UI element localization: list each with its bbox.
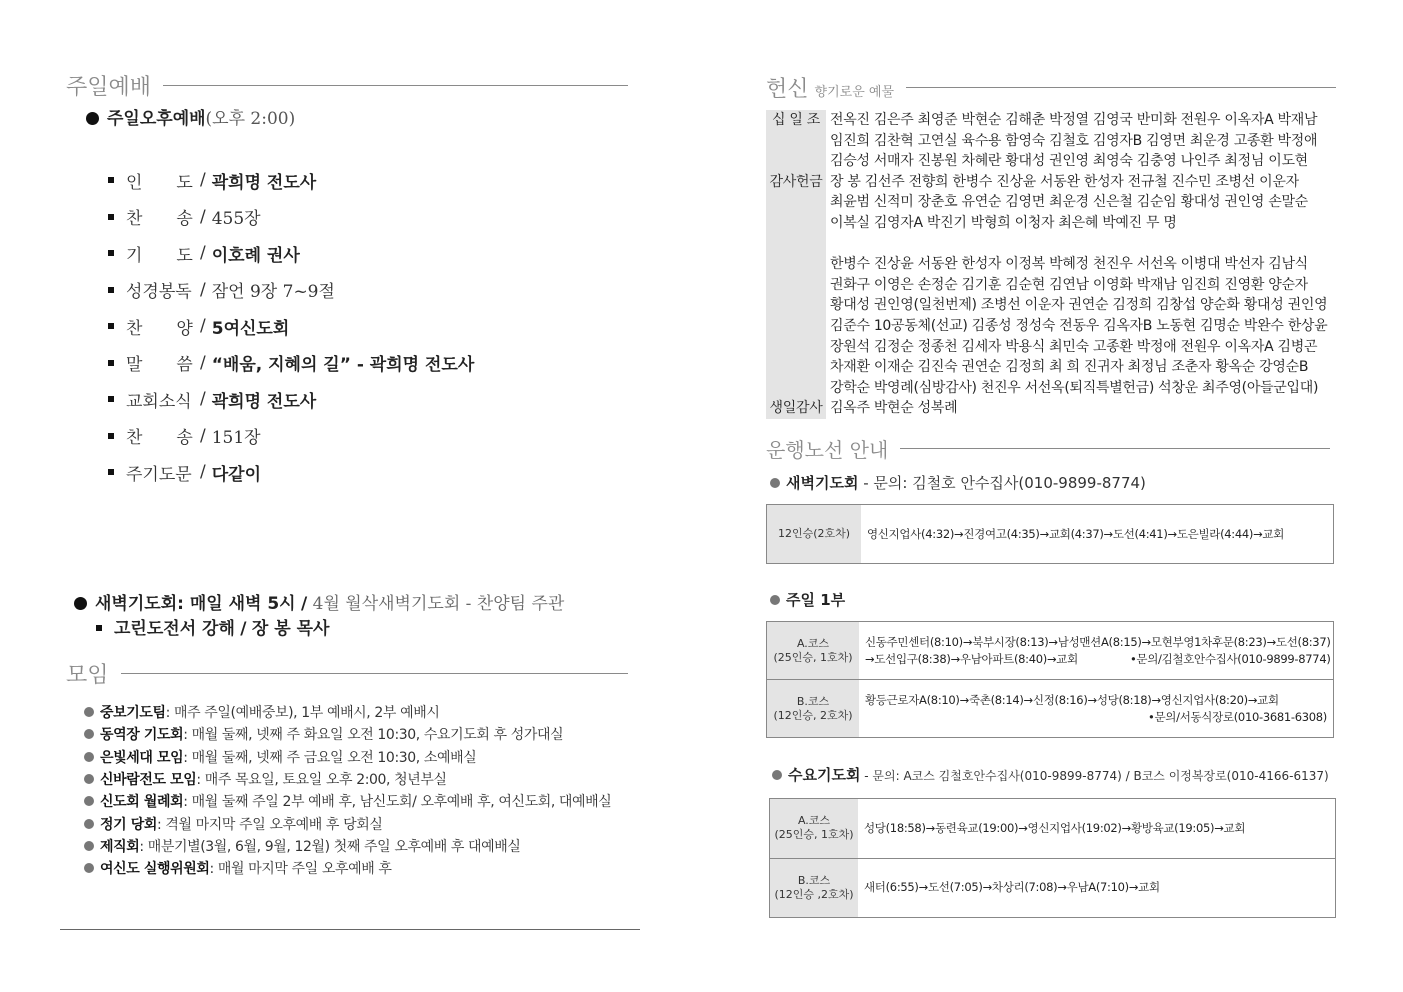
route-vehicle: 12인승(2호차) <box>767 505 861 563</box>
order-label: 인 도 <box>126 172 193 193</box>
order-label: 교회소식 <box>126 391 192 412</box>
meeting-item: 신도회 월례회 : 매월 둘째 주일 2부 예배 후, 남신도회/ 오후예배 후, 여신도회, 대예배실 <box>84 790 644 812</box>
bottom-rule <box>60 929 640 930</box>
service-name: 주일오후예배 <box>107 109 206 129</box>
service-time: (오후 2:00) <box>205 109 296 129</box>
order-item: 성경봉독 / 잠언 9장 7~9절 <box>108 272 548 309</box>
offering-category: 십 일 조 <box>766 110 826 172</box>
order-item: 주기도문 / 다같이 <box>108 454 548 491</box>
meeting-item: 제직회 : 매분기별(3월, 6월, 9월, 12월) 첫째 주일 오후예배 후 대예배실 <box>84 835 644 857</box>
bullet-icon <box>84 841 94 851</box>
bullet-icon <box>770 478 780 488</box>
dawn-prayer-subline: 고린도전서 강해 / 장 봉 목사 <box>96 614 329 639</box>
meetings-section-heading <box>66 658 628 689</box>
meeting-item: 은빛세대 모임 : 매월 둘째, 넷째 주 금요일 오전 10:30, 소예배실 <box>84 746 644 768</box>
route-contact: •문의/서동식장로(010-3681-6308) <box>1148 709 1327 724</box>
route-vehicle: B.코스 (12인승, 2호차) <box>767 680 859 737</box>
order-label: 기 도 <box>126 245 193 266</box>
order-value: 잠언 9장 7~9절 <box>211 282 335 303</box>
order-item: 기 도 / 이호례 권사 <box>108 235 548 272</box>
offering-names: 김옥주 박현순 성복례 <box>830 400 958 417</box>
dawn-prayer-detail: 4월 월삭새벽기도회 - 찬양팀 주관 <box>312 594 565 614</box>
offering-category: 생일감사 <box>766 398 826 419</box>
order-of-service <box>108 162 548 491</box>
dawn-prayer-line: 새벽기도회: 매일 새벽 5시 / 4월 월삭새벽기도회 - 찬양팀 주관 <box>74 589 564 614</box>
square-bullet-icon <box>108 323 114 329</box>
offering-group-tithe <box>766 110 1346 172</box>
order-value: 455장 <box>211 209 261 230</box>
wednesday-route-title: 수요기도회 - 문의: A코스 김철호안수집사(010-9899-8774) / B코스 이정복장로(010-4166-6137) <box>772 764 1329 785</box>
square-bullet-icon <box>108 287 114 293</box>
dawn-route-table <box>766 504 1334 564</box>
order-value: “배움, 지혜의 길” - 곽희명 전도사 <box>211 355 475 376</box>
bullet-icon <box>84 707 94 717</box>
offering-names: 장 봉 김선주 전향희 한병수 진상윤 서동완 한성자 전규철 진수민 조병선 이운자 최윤범 신적미 장춘호 유연순 김영면 최운경 신은철 김순임 황대성 권인영 손말순 이복실 김영자A 박진기 박형희 이청자 최은혜 박예진 무 명 한병수 진상윤 서동완 한성자 이정복 박혜정 천진우 서선옥 이병대 박선자 김남식 권화구 이영은 손정순 김기훈 김순현 김연남 이영화 박재남 임진희 진영환 양순자 황대성 권인영(일천번제) 조병선 이운자 권연순 김정희 김창섭 양순화 황대성 권인영 김준수 10공동체(선교) 김종성 정성숙 전동우 김옥자B 노동현 김명순 박완수 한상윤 장원석 김정순 정종천 김세자 박용식 최민숙 고종환 박정애 전원우 이옥자A 김병곤 차재환 이재순 김진숙 권연순 김정희 최 희 진귀자 최정님 조춘자 황옥순 강영순B 강학순 박영례(심방감사) 천진우 서선옥(퇴직특별헌금) 석창운 최주영(아들군입대) <box>830 173 1328 396</box>
bullet-icon <box>772 770 782 780</box>
bullet-icon <box>84 819 94 829</box>
wednesday-route-table <box>769 798 1336 918</box>
order-value: 곽희명 전도사 <box>211 172 317 193</box>
bullet-icon <box>84 729 94 739</box>
sunday-route-table <box>766 621 1334 738</box>
route-row <box>767 505 1333 563</box>
square-bullet-icon <box>108 396 114 402</box>
square-bullet-icon <box>108 433 114 439</box>
meetings-heading: 모임 <box>66 663 109 688</box>
dawn-sub-value: 장 봉 목사 <box>251 619 330 639</box>
order-item: 찬 송 / 151장 <box>108 418 548 455</box>
route-contact: •문의/김철호안수집사(010-9899-8774) <box>1129 651 1331 666</box>
square-bullet-icon <box>108 214 114 220</box>
order-label: 주기도문 <box>126 464 192 485</box>
order-item: 찬 송 / 455장 <box>108 199 548 236</box>
square-bullet-icon <box>108 177 114 183</box>
service-title <box>86 104 295 129</box>
meeting-item: 여신도 실행위원회 : 매월 마지막 주일 오후예배 후 <box>84 857 644 879</box>
order-label: 찬 송 <box>126 209 193 230</box>
order-label: 찬 양 <box>126 318 193 339</box>
route-vehicle: A.코스 (25인승, 1호차) <box>767 622 859 679</box>
order-item: 교회소식 / 곽희명 전도사 <box>108 381 548 418</box>
bullet-icon <box>74 597 87 610</box>
heading-rule <box>121 673 628 674</box>
meeting-item: 동역장 기도회 : 매월 둘째, 넷째 주 화요일 오전 10:30, 수요기도회 후 성가대실 <box>84 723 644 745</box>
worship-heading: 주일예배 <box>66 75 152 100</box>
offering-category: 감사헌금 <box>766 172 826 399</box>
meetings-list <box>84 701 644 879</box>
route-path: 성당(18:58)→동련육교(19:00)→영신지업사(19:02)→황방육교(19:05)→교회 <box>864 820 1246 835</box>
heading-rule <box>900 448 1330 449</box>
order-label: 찬 송 <box>126 428 193 449</box>
order-value: 다같이 <box>211 464 262 485</box>
meeting-item: 신바람전도 모임 : 매주 목요일, 토요일 오후 2:00, 청년부실 <box>84 768 644 790</box>
offering-group-birthday <box>766 398 1346 419</box>
offering-group-thanks <box>766 172 1346 399</box>
heading-rule <box>163 85 628 86</box>
route-path: 황등근로자A(8:10)→죽촌(8:14)→신정(8:16)→성당(8:18)→영신지업사(8:20)→교회 •문의/서동식장로(010-3681-6308) <box>865 692 1327 724</box>
meeting-item: 정기 당회 : 격월 마지막 주일 오후예배 후 당회실 <box>84 812 644 834</box>
route-path: 새터(6:55)→도선(7:05)→차상리(7:08)→우남A(7:10)→교회 <box>864 880 1160 895</box>
square-bullet-icon <box>96 625 102 631</box>
order-item: 말 씀 / “배움, 지혜의 길” - 곽희명 전도사 <box>108 345 548 382</box>
offering-list <box>766 110 1346 419</box>
route-row <box>767 622 1333 679</box>
order-item: 인 도 / 곽희명 전도사 <box>108 162 548 199</box>
order-label: 성경봉독 <box>126 282 192 303</box>
meeting-item: 중보기도팀 : 매주 주일(예배중보), 1부 예배시, 2부 예배시 <box>84 701 644 723</box>
order-value: 곽희명 전도사 <box>211 391 317 412</box>
square-bullet-icon <box>108 469 114 475</box>
route-vehicle: A.코스 (25인승, 1호차) <box>770 799 858 858</box>
dawn-prayer-label: 새벽기도회: 매일 새벽 5시 <box>95 594 296 614</box>
offering-names: 전옥진 김은주 최영준 박현순 김해춘 박정열 김영국 반미화 전원우 이옥자A 박재남 임진희 김찬혁 고연실 육수용 함영숙 김철호 김영자B 김영면 최운경 고종환 박정애 김승성 서매자 진봉원 차혜란 황대성 권인영 최영숙 김충영 나인주 최정님 이도현 <box>830 112 1318 170</box>
offering-section-heading <box>766 72 1336 103</box>
order-value: 이호례 권사 <box>211 245 300 266</box>
order-label: 말 씀 <box>126 355 193 376</box>
routes-section-heading <box>766 434 1330 463</box>
route-row <box>770 858 1335 918</box>
heading-rule <box>906 87 1336 88</box>
sunday-route-title: 주일 1부 <box>770 589 845 610</box>
bullet-icon <box>770 595 780 605</box>
route-path: 신동주민센터(8:10)→북부시장(8:13)→남성맨션A(8:15)→모현부영1차후문(8:23)→도선(8:37) →도선입구(8:38)→우남아파트(8:40)→교회 •문의/김철호안수집사(010-9899-8774) <box>865 634 1331 666</box>
offering-heading: 헌신 <box>766 77 809 102</box>
square-bullet-icon <box>108 250 114 256</box>
dawn-route-title: 새벽기도회 - 문의: 김철호 안수집사(010-9899-8774) <box>770 472 1146 493</box>
order-item: 찬 양 / 5여신도회 <box>108 308 548 345</box>
bullet-icon <box>84 863 94 873</box>
bullet-icon <box>84 774 94 784</box>
offering-subheading: 향기로운 예물 <box>814 85 894 100</box>
worship-section-heading <box>66 70 628 101</box>
order-value: 5여신도회 <box>211 318 290 339</box>
order-value: 151장 <box>211 428 261 449</box>
route-row <box>767 679 1333 737</box>
route-vehicle: B.코스 (12인승 ,2호차) <box>770 859 858 918</box>
route-row <box>770 799 1335 858</box>
bullet-icon <box>84 752 94 762</box>
routes-heading: 운행노선 안내 <box>766 438 889 462</box>
dawn-sub-label: 고린도전서 강해 <box>114 619 235 639</box>
route-path: 영신지업사(4:32)→진경여고(4:35)→교회(4:37)→도선(4:41)→도은빌라(4:44)→교회 <box>867 526 1285 541</box>
bullet-icon <box>84 796 94 806</box>
bullet-icon <box>86 112 99 125</box>
square-bullet-icon <box>108 360 114 366</box>
